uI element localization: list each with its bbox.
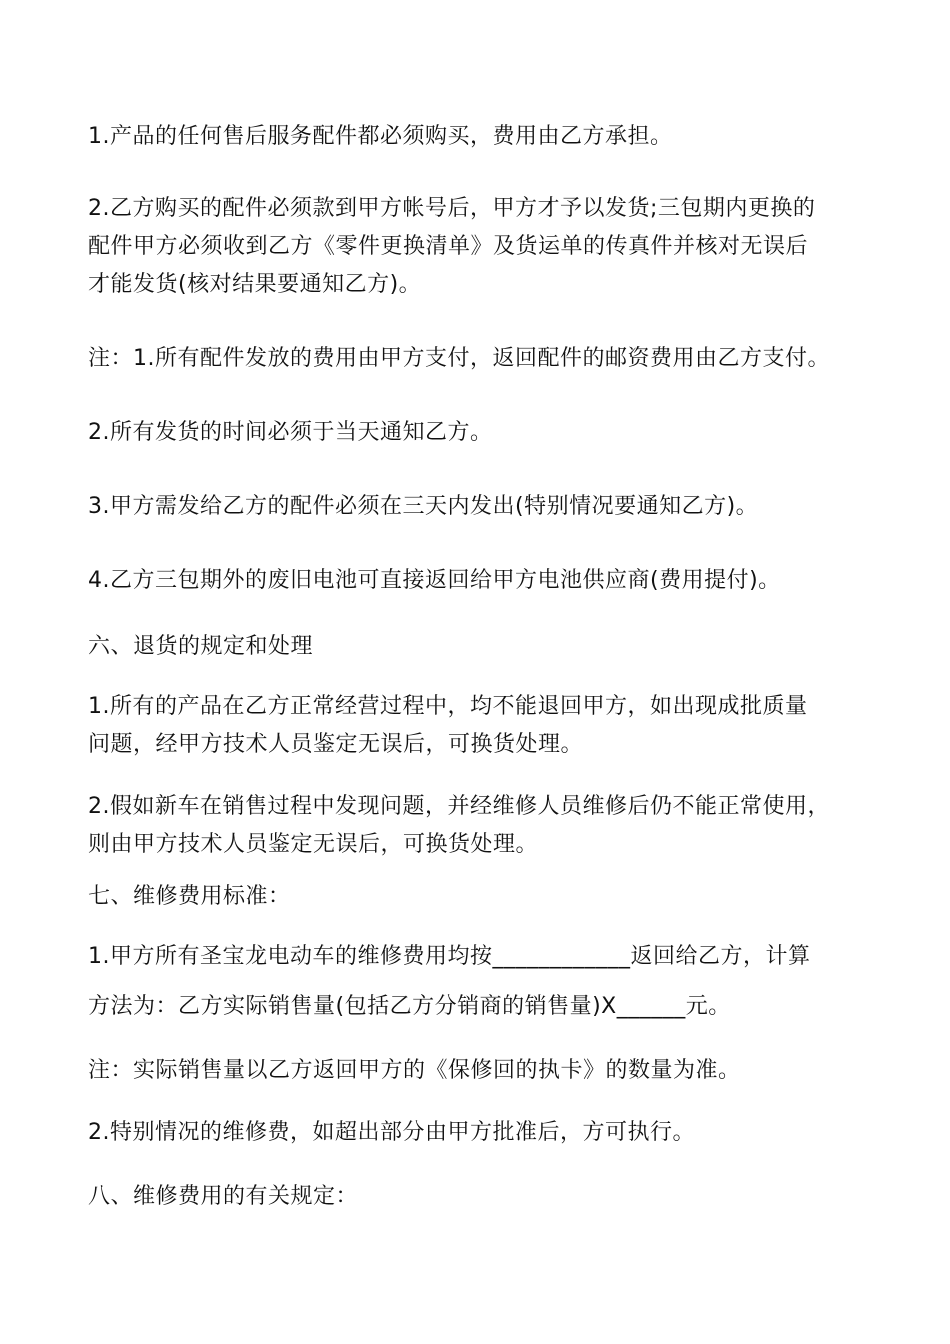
section-heading: [88, 878, 888, 916]
paragraph-line: 2.所有发货的时间必须于当天通知乙方。: [88, 420, 493, 445]
paragraph-line: 方法为：乙方实际销售量(包括乙方分销商的销售量)X______元。: [88, 994, 731, 1019]
section-heading: [88, 1178, 888, 1216]
paragraph: [88, 1052, 888, 1090]
paragraph-line: 3.甲方需发给乙方的配件必须在三天内发出(特别情况要通知乙方)。: [88, 494, 759, 519]
paragraph-line: 1.产品的任何售后服务配件都必须购买，费用由乙方承担。: [88, 124, 673, 149]
paragraph-line: 则由甲方技术人员鉴定无误后，可换货处理。: [88, 832, 539, 857]
paragraph-line: 2.乙方购买的配件必须款到甲方帐号后，甲方才予以发货;三包期内更换的: [88, 196, 816, 221]
section-heading: [88, 628, 888, 666]
paragraph: [88, 414, 888, 452]
paragraph: [88, 340, 888, 378]
section-heading-text: 六、退货的规定和处理: [88, 634, 314, 659]
paragraph-line: 注：实际销售量以乙方返回甲方的《保修回的执卡》的数量为准。: [88, 1058, 741, 1083]
paragraph: [88, 562, 888, 600]
paragraph: [88, 1114, 888, 1152]
paragraph-line: 2.特别情况的维修费，如超出部分由甲方批准后，方可执行。: [88, 1120, 695, 1145]
paragraph-line: 4.乙方三包期外的废旧电池可直接返回给甲方电池供应商(费用提付)。: [88, 568, 781, 593]
paragraph-line: 才能发货(核对结果要通知乙方)。: [88, 272, 422, 297]
paragraph-line: 1.甲方所有圣宝龙电动车的维修费用均按____________返回给乙方，计算: [88, 944, 811, 969]
paragraph: [88, 938, 888, 976]
paragraph-line: 注：1.所有配件发放的费用由甲方支付，返回配件的邮资费用由乙方支付。: [88, 346, 830, 371]
paragraph-line: 2.假如新车在销售过程中发现问题，并经维修人员维修后仍不能正常使用，: [88, 794, 830, 819]
paragraph: [88, 488, 888, 526]
paragraph-line: 1.所有的产品在乙方正常经营过程中，均不能退回甲方，如出现成批质量: [88, 694, 808, 719]
paragraph-line: 问题，经甲方技术人员鉴定无误后，可换货处理。: [88, 732, 584, 757]
paragraph: [88, 988, 888, 1026]
section-heading-text: 七、维修费用标准：: [88, 884, 291, 909]
paragraph-line: 配件甲方必须收到乙方《零件更换清单》及货运单的传真件并核对无误后: [88, 234, 809, 259]
section-heading-text: 八、维修费用的有关规定：: [88, 1184, 359, 1209]
paragraph: [88, 688, 888, 764]
paragraph: [88, 118, 888, 156]
paragraph: [88, 190, 888, 304]
paragraph: [88, 788, 888, 864]
